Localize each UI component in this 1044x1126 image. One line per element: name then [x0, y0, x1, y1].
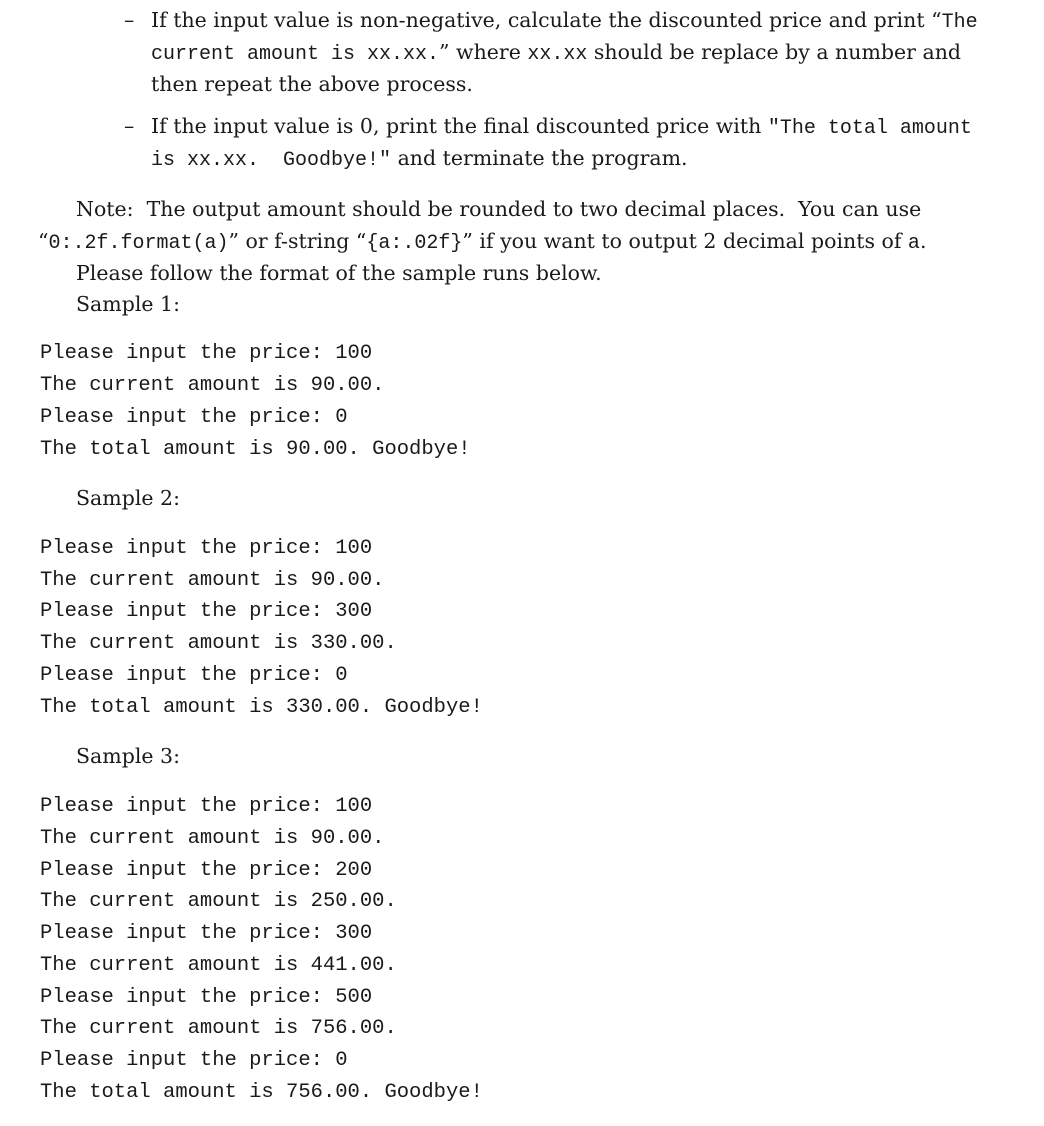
bullet-1-line-1: If the input value is non-negative, calculate the discounted price and print “The: [151, 8, 978, 34]
note-line-1: Note: The output amount should be rounded to two decimal places. You can use: [76, 197, 922, 221]
code-line: The current amount is 330.00.: [40, 632, 397, 655]
inline-code: xx.xx: [527, 43, 588, 66]
inline-code: 0:.2f.format(a): [48, 232, 229, 255]
bullet-1-line-3: then repeat the above process.: [151, 72, 473, 96]
code-line: Please input the price: 100: [40, 537, 373, 560]
bullet-2-line-1: If the input value is 0, print the final discounted price with "The total amount: [151, 114, 972, 140]
code-line: The total amount is 756.00. Goodbye!: [40, 1081, 483, 1104]
sample-label: Sample 2:: [76, 486, 180, 510]
sample-label: Sample 3:: [76, 744, 180, 768]
code-line: Please input the price: 300: [40, 922, 373, 945]
code-line: Please input the price: 300: [40, 600, 373, 623]
code-line: Please input the price: 100: [40, 795, 373, 818]
code-line: Please input the price: 100: [40, 342, 373, 365]
bullet-2-line-2: is xx.xx. Goodbye!" and terminate the program.: [151, 146, 688, 172]
inline-code: is xx.xx. Goodbye!": [151, 149, 392, 172]
code-line: The total amount is 90.00. Goodbye!: [40, 438, 471, 461]
inline-code: {a:.02f}: [366, 232, 463, 255]
code-line: The current amount is 756.00.: [40, 1017, 397, 1040]
inline-code: The: [941, 11, 978, 34]
code-line: The current amount is 90.00.: [40, 374, 385, 397]
inline-code: a: [907, 232, 920, 255]
note-line-3: Please follow the format of the sample runs below.: [76, 261, 602, 285]
code-line: The current amount is 90.00.: [40, 827, 385, 850]
code-line: Please input the price: 200: [40, 859, 373, 882]
code-line: The total amount is 330.00. Goodbye!: [40, 696, 483, 719]
note-line-2: “0:.2f.format(a)” or f-string “{a:.02f}” if you want to output 2 decimal points of a.: [38, 229, 927, 255]
code-line: Please input the price: 0: [40, 664, 348, 687]
code-line: Please input the price: 0: [40, 406, 348, 429]
bullet-1-line-2: current amount is xx.xx.” where xx.xx should be replace by a number and: [151, 40, 962, 66]
bullet-dash: –: [124, 114, 135, 138]
code-line: The current amount is 250.00.: [40, 890, 397, 913]
code-line: The current amount is 441.00.: [40, 954, 397, 977]
bullet-dash: –: [124, 8, 135, 32]
code-line: Please input the price: 500: [40, 986, 373, 1009]
code-line: The current amount is 90.00.: [40, 569, 385, 592]
code-line: Please input the price: 0: [40, 1049, 348, 1072]
inline-code: current amount is xx.xx.: [151, 43, 440, 66]
sample-label: Sample 1:: [76, 292, 180, 316]
inline-code: "The total amount: [767, 117, 972, 140]
